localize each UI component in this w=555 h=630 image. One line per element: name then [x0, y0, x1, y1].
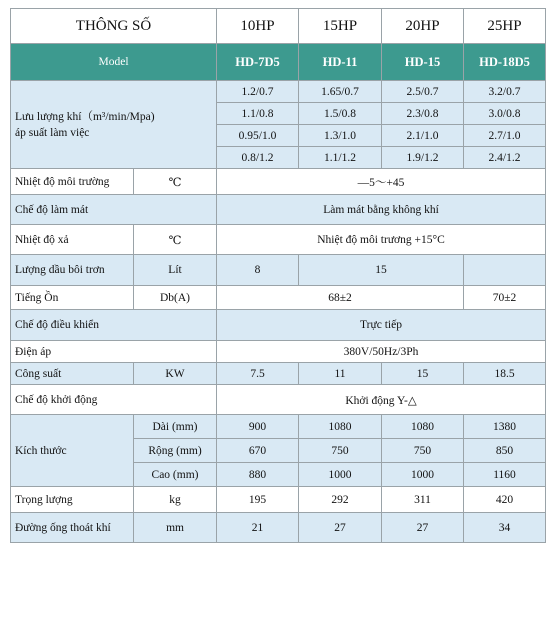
- power-unit: KW: [134, 363, 217, 385]
- flow-cell: 1.1/0.8: [217, 103, 299, 125]
- weight-value: 195: [217, 487, 299, 513]
- voltage-label: Điện áp: [11, 341, 217, 363]
- header-hp: 15HP: [299, 9, 382, 44]
- flow-cell: 1.65/0.7: [299, 81, 382, 103]
- flow-label: [11, 81, 217, 169]
- dimension-row: [11, 415, 546, 439]
- control-value: Trực tiếp: [217, 310, 546, 341]
- oil-value: [464, 255, 546, 286]
- outlet-value: 27: [299, 513, 382, 543]
- voltage-value: 380V/50Hz/3Ph: [217, 341, 546, 363]
- flow-cell: 3.2/0.7: [464, 81, 546, 103]
- noise-unit: Db(A): [134, 286, 217, 310]
- flow-label-line2: áp suất làm việc: [15, 126, 90, 139]
- flow-cell: 2.7/1.0: [464, 125, 546, 147]
- outlet-value: 27: [382, 513, 464, 543]
- cooling-row: [11, 195, 546, 225]
- flow-cell: 1.5/0.8: [299, 103, 382, 125]
- model-label: Model: [11, 44, 217, 81]
- outlet-row: [11, 513, 546, 543]
- model-row: [11, 44, 546, 81]
- model-value: HD-18D5: [464, 44, 546, 81]
- power-label: Công suất: [11, 363, 134, 385]
- power-value: 11: [299, 363, 382, 385]
- dimension-value: 1160: [464, 463, 546, 487]
- cooling-label: Chế độ làm mát: [11, 195, 217, 225]
- weight-label: Trọng lượng: [11, 487, 134, 513]
- dimension-value: 1080: [299, 415, 382, 439]
- flow-cell: 2.1/1.0: [382, 125, 464, 147]
- oil-unit: Lít: [134, 255, 217, 286]
- start-row: [11, 385, 546, 415]
- header-row: [11, 9, 546, 44]
- model-value: HD-15: [382, 44, 464, 81]
- outlet-value: 21: [217, 513, 299, 543]
- header-hp: 10HP: [217, 9, 299, 44]
- dimension-value: 1080: [382, 415, 464, 439]
- ambient-value: —5～+45: [217, 169, 546, 195]
- flow-cell: 0.95/1.0: [217, 125, 299, 147]
- flow-cell: 1.3/1.0: [299, 125, 382, 147]
- outlet-label: Đường ống thoát khí: [11, 513, 134, 543]
- dimension-name: Rộng (mm): [134, 439, 217, 463]
- spec-table: [10, 8, 546, 543]
- header-hp: 20HP: [382, 9, 464, 44]
- dimension-value: 1380: [464, 415, 546, 439]
- dimension-value: 750: [382, 439, 464, 463]
- model-value: HD-11: [299, 44, 382, 81]
- dimension-value: 1000: [382, 463, 464, 487]
- dimensions-label: Kích thước: [11, 415, 134, 487]
- ambient-row: [11, 169, 546, 195]
- flow-cell: 2.4/1.2: [464, 147, 546, 169]
- weight-unit: kg: [134, 487, 217, 513]
- noise-label: Tiếng Ồn: [11, 286, 134, 310]
- voltage-row: [11, 341, 546, 363]
- flow-cell: 3.0/0.8: [464, 103, 546, 125]
- dimension-name: Dài (mm): [134, 415, 217, 439]
- power-value: 7.5: [217, 363, 299, 385]
- noise-row: [11, 286, 546, 310]
- noise-value: 68±2: [217, 286, 464, 310]
- control-label: Chế độ điều khiển: [11, 310, 217, 341]
- oil-value: 15: [299, 255, 464, 286]
- dimension-value: 1000: [299, 463, 382, 487]
- control-row: [11, 310, 546, 341]
- oil-label: Lượng dầu bôi trơn: [11, 255, 134, 286]
- dimension-value: 880: [217, 463, 299, 487]
- flow-cell: 1.2/0.7: [217, 81, 299, 103]
- weight-value: 420: [464, 487, 546, 513]
- model-value: HD-7D5: [217, 44, 299, 81]
- header-param: THÔNG SỐ: [11, 9, 217, 44]
- dimension-value: 670: [217, 439, 299, 463]
- noise-value: 70±2: [464, 286, 546, 310]
- flow-row: [11, 81, 546, 103]
- dimension-value: 750: [299, 439, 382, 463]
- dimension-value: 900: [217, 415, 299, 439]
- flow-cell: 1.1/1.2: [299, 147, 382, 169]
- exhaust-temp-value: Nhiệt độ môi trương +15°C: [217, 225, 546, 255]
- dimension-name: Cao (mm): [134, 463, 217, 487]
- flow-label-line1: Lưu lượng khí（m³/min/Mpa): [15, 110, 155, 123]
- header-hp: 25HP: [464, 9, 546, 44]
- cooling-value: Làm mát bằng không khí: [217, 195, 546, 225]
- outlet-unit: mm: [134, 513, 217, 543]
- flow-cell: 2.3/0.8: [382, 103, 464, 125]
- ambient-label: Nhiệt độ môi trường: [11, 169, 134, 195]
- weight-value: 311: [382, 487, 464, 513]
- flow-cell: 1.9/1.2: [382, 147, 464, 169]
- weight-value: 292: [299, 487, 382, 513]
- weight-row: [11, 487, 546, 513]
- ambient-unit: ℃: [134, 169, 217, 195]
- power-value: 15: [382, 363, 464, 385]
- oil-row: [11, 255, 546, 286]
- flow-cell: 0.8/1.2: [217, 147, 299, 169]
- outlet-value: 34: [464, 513, 546, 543]
- exhaust-temp-row: [11, 225, 546, 255]
- exhaust-temp-label: Nhiệt độ xả: [11, 225, 134, 255]
- dimension-value: 850: [464, 439, 546, 463]
- start-value: Khởi động Y-△: [217, 385, 546, 415]
- oil-value: 8: [217, 255, 299, 286]
- power-row: [11, 363, 546, 385]
- flow-cell: 2.5/0.7: [382, 81, 464, 103]
- start-label: Chế độ khởi động: [11, 385, 217, 415]
- power-value: 18.5: [464, 363, 546, 385]
- exhaust-temp-unit: ℃: [134, 225, 217, 255]
